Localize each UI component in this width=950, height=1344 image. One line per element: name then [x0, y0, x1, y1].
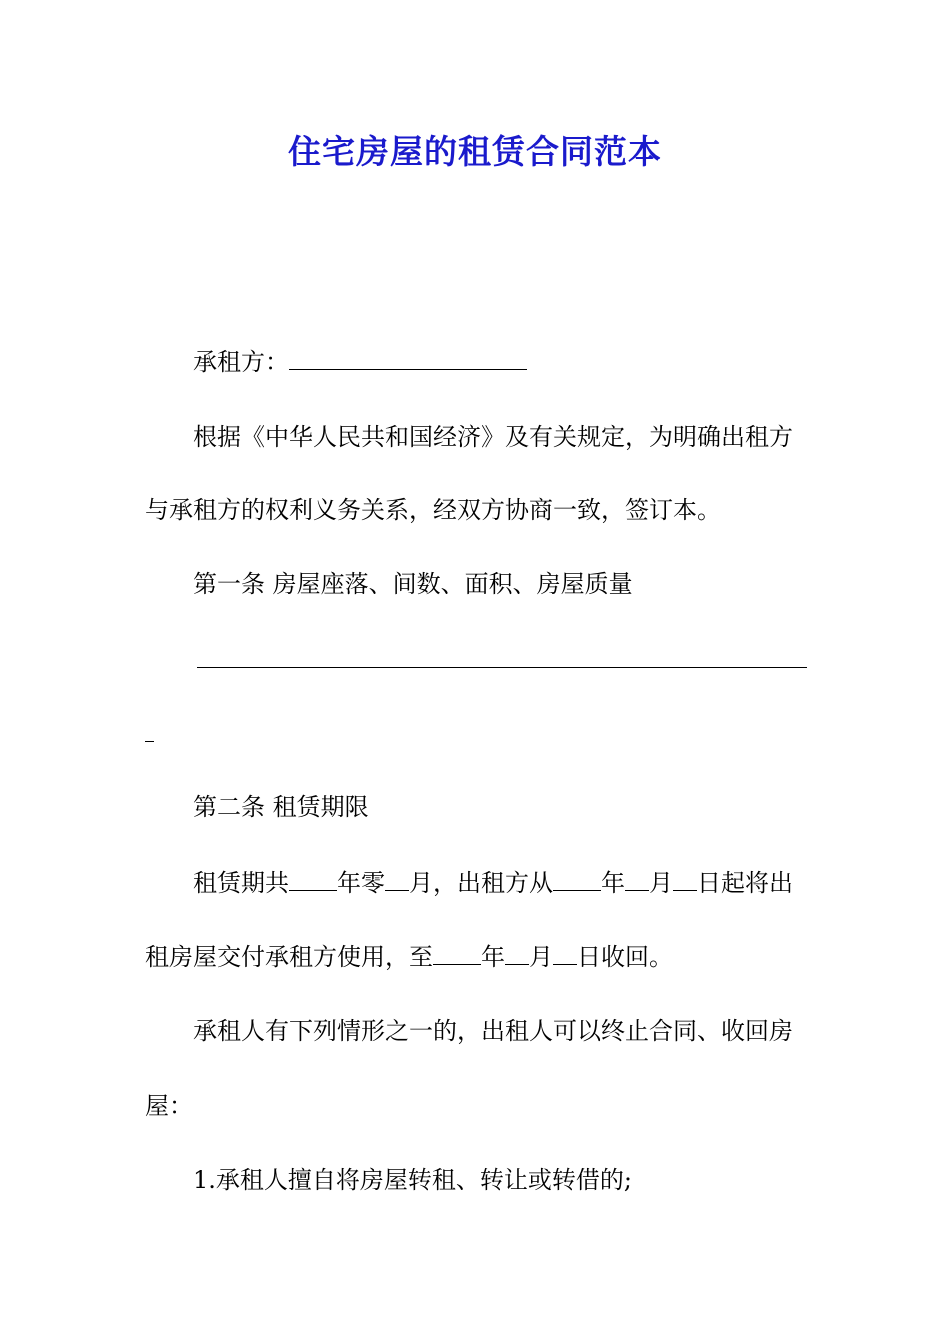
term-text: 年零	[337, 869, 385, 897]
term-text: 月，出租方从	[409, 869, 553, 897]
article-1-fill-line	[197, 667, 807, 668]
term-text: 租赁期共	[193, 869, 289, 897]
intro-line-2: 与承租方的权利义务关系，经双方协商一致，签订本。	[145, 496, 721, 524]
termination-item-1: 1.承租人擅自将房屋转租、转让或转借的;	[193, 1166, 632, 1194]
years-blank	[289, 868, 337, 891]
tenant-blank	[289, 347, 527, 370]
term-text: 月	[649, 869, 673, 897]
term-line-1	[193, 866, 793, 900]
months-blank	[385, 868, 409, 891]
termination-line-2: 屋：	[145, 1092, 193, 1120]
tenant-line	[193, 345, 527, 379]
term-text: 年	[481, 943, 505, 971]
term-text: 租房屋交付承租方使用，至	[145, 943, 433, 971]
end-day-blank	[553, 942, 577, 965]
start-day-blank	[673, 868, 697, 891]
article-1-fill-line-end	[145, 741, 154, 742]
termination-line-1: 承租人有下列情形之一的，出租人可以终止合同、收回房	[193, 1017, 793, 1045]
end-month-blank	[505, 942, 529, 965]
term-text: 月	[529, 943, 553, 971]
article-2-heading: 第二条 租赁期限	[193, 793, 369, 821]
tenant-label: 承租方：	[193, 348, 289, 376]
article-1-heading: 第一条 房屋座落、间数、面积、房屋质量	[193, 570, 633, 598]
term-line-2	[145, 940, 673, 974]
term-text: 日起将出	[697, 869, 793, 897]
start-year-blank	[553, 868, 601, 891]
term-text: 日收回。	[577, 943, 673, 971]
term-text: 年	[601, 869, 625, 897]
end-year-blank	[433, 942, 481, 965]
intro-line-1: 根据《中华人民共和国经济》及有关规定，为明确出租方	[193, 423, 793, 451]
start-month-blank	[625, 868, 649, 891]
document-title: 住宅房屋的租赁合同范本	[288, 132, 662, 171]
